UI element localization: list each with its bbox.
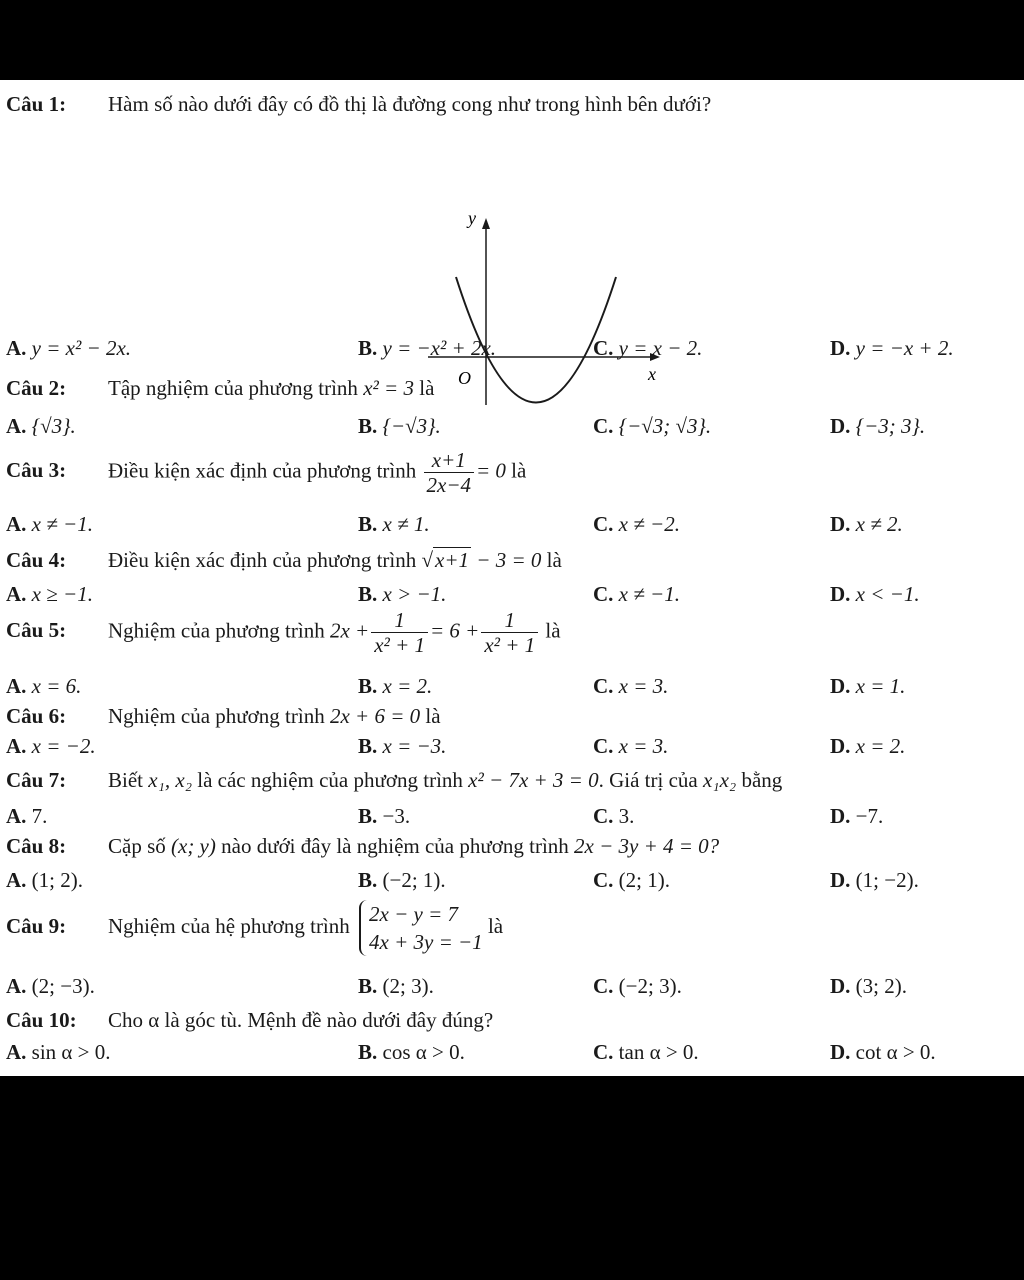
origin-label: O	[458, 368, 471, 388]
question-text: Cặp số	[108, 834, 166, 858]
equation-system: 2x − y = 7 4x + 3y = −1	[359, 900, 483, 956]
question-text: Nghiệm của phương trình	[108, 704, 325, 728]
option-d[interactable]: D. y = −x + 2.	[830, 336, 954, 360]
option-b[interactable]: B. cos α > 0.	[358, 1040, 465, 1064]
fraction-left: $\frac{1}{\text{x² + 1}}$	[371, 608, 428, 657]
question-text: Tập nghiệm của phương trình	[108, 376, 358, 400]
question-text: Nghiệm của phương trình	[108, 618, 325, 643]
question-text: Điều kiện xác định của phương trình	[108, 458, 417, 483]
fraction-right: $\frac{1}{\text{x² + 1}}$	[481, 608, 538, 657]
question-label: Câu 10:	[6, 1008, 77, 1032]
option-d[interactable]: D. (3; 2).	[830, 974, 907, 998]
option-b[interactable]: B. x ≠ 1.	[358, 512, 430, 536]
question-text: Nghiệm của hệ phương trình	[108, 913, 350, 938]
equation: x² = 3	[363, 376, 414, 400]
option-c[interactable]: C. x ≠ −1.	[593, 582, 680, 606]
option-d[interactable]: D. {−3; 3}.	[830, 414, 926, 438]
option-a[interactable]: A. (1; 2).	[6, 868, 83, 892]
option-a[interactable]: A. (2; −3).	[6, 974, 95, 998]
option-d[interactable]: D. x < −1.	[830, 582, 920, 606]
equation: x² − 7x + 3 = 0	[468, 768, 599, 792]
question-label: Câu 5:	[6, 618, 67, 643]
option-b[interactable]: B. y = −x² + 2x.	[358, 336, 497, 360]
option-a[interactable]: A. x = −2.	[6, 734, 96, 758]
option-a[interactable]: A. {√3}.	[6, 414, 76, 438]
option-d[interactable]: D. x = 2.	[830, 734, 906, 758]
option-c[interactable]: C. x = 3.	[593, 734, 669, 758]
x-axis-label: x	[648, 364, 656, 384]
question-text: Biết	[108, 768, 143, 792]
option-a[interactable]: A. x = 6.	[6, 674, 82, 698]
question-label: Câu 2:	[6, 376, 67, 400]
question-label: Câu 9:	[6, 913, 67, 938]
option-b[interactable]: B. −3.	[358, 804, 411, 828]
fraction: $\frac{x+1}{2x-4}$	[424, 448, 475, 497]
question-label: Câu 3:	[6, 458, 67, 483]
option-d[interactable]: D. cot α > 0.	[830, 1040, 936, 1064]
sqrt-expression: √x+1	[421, 548, 470, 572]
question-text: Hàm số nào dưới đây có đồ thị là đường cong như trong hình bên dưới?	[108, 92, 712, 116]
y-axis-arrow	[482, 218, 490, 229]
question-label: Câu 6:	[6, 704, 67, 728]
question-text: Điều kiện xác định của phương trình	[108, 548, 417, 572]
question-label: Câu 7:	[6, 768, 67, 792]
option-d[interactable]: D. −7.	[830, 804, 884, 828]
option-b[interactable]: B. x = 2.	[358, 674, 433, 698]
option-c[interactable]: C. (−2; 3).	[593, 974, 682, 998]
question-label: Câu 1:	[6, 92, 67, 116]
question-text: Cho α là góc tù. Mệnh đề nào dưới đây đúng?	[108, 1008, 494, 1032]
option-a[interactable]: A. y = x² − 2x.	[6, 336, 132, 360]
option-b[interactable]: B. (2; 3).	[358, 974, 434, 998]
parabola-graph	[420, 200, 670, 410]
question-label: Câu 8:	[6, 834, 67, 858]
option-b[interactable]: B. (−2; 1).	[358, 868, 446, 892]
option-a[interactable]: A. x ≠ −1.	[6, 512, 93, 536]
option-a[interactable]: A. 7.	[6, 804, 48, 828]
option-b[interactable]: B. x = −3.	[358, 734, 447, 758]
option-d[interactable]: D. x = 1.	[830, 674, 906, 698]
option-c[interactable]: C. x ≠ −2.	[593, 512, 680, 536]
option-c[interactable]: C. 3.	[593, 804, 635, 828]
option-c[interactable]: C. (2; 1).	[593, 868, 670, 892]
option-a[interactable]: A. x ≥ −1.	[6, 582, 93, 606]
option-d[interactable]: D. (1; −2).	[830, 868, 919, 892]
option-c[interactable]: C. y = x − 2.	[593, 336, 703, 360]
option-c[interactable]: C. tan α > 0.	[593, 1040, 699, 1064]
equation: 2x + 6 = 0	[329, 704, 421, 728]
option-c[interactable]: C. {−√3; √3}.	[593, 414, 712, 438]
y-axis-label: y	[468, 208, 476, 228]
option-b[interactable]: B. x > −1.	[358, 582, 447, 606]
worksheet-page: Câu 1: Hàm số nào dưới đây có đồ thị là đường cong như trong hình bên dưới? y x O A. y = x² − 2x. B. y = −x² + 2x. C. y = x − 2. D. y = −x + 2. Câu 2: Tập nghiệm của phương trình x² = 3 là A. {√3}. B. {−√3}. C. {−√3; √3}. D. {−3; 3}. Câu 3: Điều kiện xác định của phương trình $\frac{x+1}{2x-4}$ = 0 là A. x ≠ −1. B. x ≠ 1. C. x ≠ −2. D. x ≠ 2. Câu 4: Điều kiện xác định của phương trình √x+1 − 3 = 0 là A. x ≥ −1. B. x > −1. C. x ≠ −1. D. x < −1. Câu 5: Nghiệm của phương trình 2x + $\frac{1}{\text{x² + 1}}$ = 6 + $\frac{1}{\text{x² + 1}}$ là A. x = 6. B. x = 2. C. x = 3. D. x = 1. Câu 6: Nghiệm của phương trình 2x + 6 = 0 là A. x = −2. B. x = −3. C. x = 3. D. x = 2. Câu 7: Biết x₁, x₂ là các nghiệm của phương trình x² − 7x + 3 = 0. Giá trị của x₁x₂ bằng A. 7. B. −3. C. 3. D. −7. Câu 8: Cặp số (x; y) nào dưới đây là nghiệm của phương trình 2x − 3y + 4 = 0? A. (1; 2). B. (−2; 1). C. (2; 1). D. (1; −2). Câu 9: Nghiệm của hệ phương trình 2x − y = 7 4x + 3y = −1 là A. (2; −3). B. (2; 3). C. (−2; 3). D. (3; 2). Câu 10: Cho α là góc tù. Mệnh đề nào dưới đây đúng? A. sin α > 0. B. cos α > 0. C. tan α > 0. D. cot α > 0.	[0, 80, 1024, 1076]
option-c[interactable]: C. x = 3.	[593, 674, 669, 698]
option-b[interactable]: B. {−√3}.	[358, 414, 441, 438]
option-a[interactable]: A. sin α > 0.	[6, 1040, 111, 1064]
option-d[interactable]: D. x ≠ 2.	[830, 512, 903, 536]
question-label: Câu 4:	[6, 548, 67, 572]
equation: 2x − 3y + 4 = 0?	[574, 834, 720, 858]
